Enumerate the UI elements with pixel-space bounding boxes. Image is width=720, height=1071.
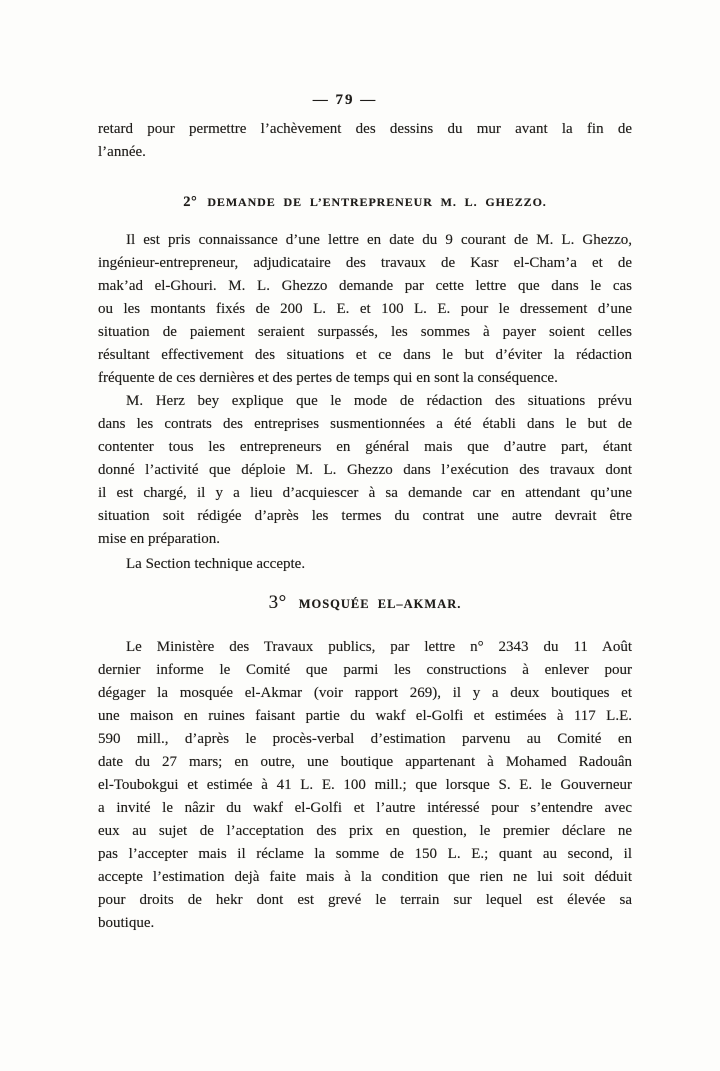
section-3-numeral: 3° — [268, 592, 287, 613]
section-3-title: MOSQUÉE EL–AKMAR. — [298, 597, 462, 611]
text-line: pas l’accepter mais il réclame la somme de 150 L. E.; quant au second, il — [98, 846, 632, 862]
text-line: mise en préparation. — [98, 531, 221, 547]
section-2-title: DEMANDE DE L’ENTREPRENEUR M. L. GHEZZO. — [207, 195, 547, 209]
text-line: eux au sujet de l’acceptation des prix en question, le premier déclare ne — [98, 823, 632, 839]
text-line: dans les contrats des entreprises susmentionnées a été établi dans le but de — [98, 416, 632, 432]
text-line: situation de paiement seraient surpassés, les sommes à payer soient celles — [98, 324, 632, 340]
text-line: pour droits de hekr dont est grevé le terrain sur lequel est élevée sa — [98, 892, 632, 908]
text-line: a invité le nâzir du wakf el-Golfi et l’autre intéressé pour s’entendre avec — [98, 800, 632, 816]
section-2-numeral: 2° — [183, 194, 198, 210]
text-line: dernier informe le Comité que parmi les constructions à enlever pour — [98, 662, 632, 678]
text-line: accepte l’estimation dejà faite mais à la condition que rien ne lui soit déduit — [98, 869, 632, 885]
text-line: ou les montants fixés de 200 L. E. et 100 L. E. pour le dressement d’une — [98, 301, 632, 317]
text-line: La Section technique accepte. — [126, 556, 306, 572]
text-line: l’année. — [98, 144, 146, 160]
text-line: contenter tous les entrepreneurs en général mais que d’autre part, étant — [98, 439, 632, 455]
text-line: 590 mill., d’après le procès-verbal d’estimation parvenu au Comité en — [98, 731, 632, 747]
intro-paragraph — [98, 118, 632, 164]
text-line: il est chargé, il y a lieu d’acquiescer à sa demande car en attendant qu’une — [98, 485, 632, 501]
section-2-paragraph-2 — [98, 390, 632, 551]
text-line: fréquente de ces dernières et des pertes de temps qui en sont la conséquence. — [98, 370, 558, 386]
text-line: date du 27 mars; en outre, une boutique appartenant à Mohamed Radouân — [98, 754, 632, 770]
text-line: ingénieur-entrepreneur, adjudicataire des travaux de Kasr el-Cham’a et de — [98, 255, 632, 271]
section-2-heading — [98, 193, 632, 211]
text-line: situation soit rédigée d’après les termes du contrat une autre devrait être — [98, 508, 632, 524]
section-3-paragraph-1 — [98, 636, 632, 935]
text-line: M. Herz bey explique que le mode de rédaction des situations prévu — [126, 393, 632, 409]
text-line: Le Ministère des Travaux publics, par lettre n° 2343 du 11 Août — [126, 639, 632, 655]
text-line: donné l’activité que déploie M. L. Ghezzo dans l’exécution des travaux dont — [98, 462, 632, 478]
section-2-paragraph-1 — [98, 229, 632, 390]
text-line: Il est pris connaissance d’une lettre en date du 9 courant de M. L. Ghezzo, — [126, 232, 632, 248]
section-3-heading — [98, 592, 632, 614]
text-line: une maison en ruines faisant partie du wakf el-Golfi et estimées à 117 L.E. — [98, 708, 632, 724]
page-number: — 79 — — [312, 92, 378, 108]
text-line: boutique. — [98, 915, 155, 931]
section-2-paragraph-3 — [98, 553, 632, 576]
text-line: el-Toubokgui et estimée à 41 L. E. 100 mill.; que lorsque S. E. le Gouverneur — [98, 777, 632, 793]
text-line: résultant effectivement des situations et ce dans le but d’éviter la rédaction — [98, 347, 632, 363]
text-line: dégager la mosquée el-Akmar (voir rapport 269), il y a deux boutiques et — [98, 685, 632, 701]
text-line: retard pour permettre l’achèvement des dessins du mur avant la fin de — [98, 121, 632, 137]
text-line: mak’ad el-Ghouri. M. L. Ghezzo demande par cette lettre que dans le cas — [98, 278, 632, 294]
